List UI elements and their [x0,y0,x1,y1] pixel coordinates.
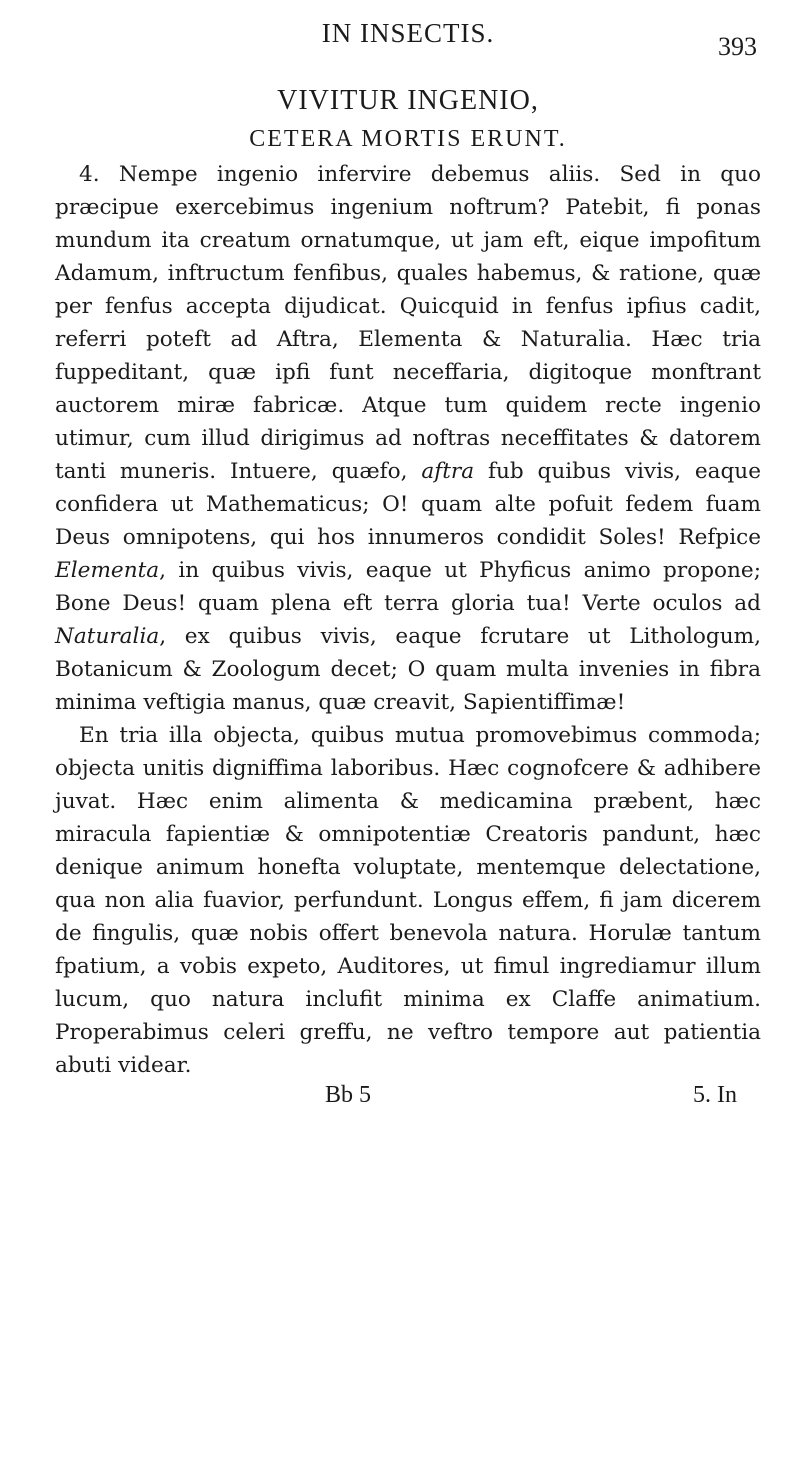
catchword: 5. In [693,1082,737,1108]
paragraph-1-part-1: 4. Nempe ingenio infervire debemus aliis. Sed in quo præcipue exercebimus ingenium noftrum? Patebit, fi ponas mundum ita creatum ornatumque, ut jam eft, eique impofitum Adamum, inftructum fenfibus, quales habemus, & ratione, quæ per fenfus accepta dijudicat. Quicquid in fenfus ipfius cadit, referri poteft ad Aftra, Elementa & Naturalia. Hæc tria fuppeditant, quæ ipfi funt neceffaria, digitoque monftrant auctorem miræ fabricæ. Atque tum quidem recte ingenio utimur, cum illud dirigimus ad noftras neceffitates & datorem tanti muneris. Intuere, quæfo, [55,162,761,484]
signature-mark: Bb 5 [325,1082,372,1108]
section-heading-line-1: VIVITUR INGENIO, [277,85,539,116]
body-text [55,158,761,1082]
book-page [55,18,761,1116]
page-number: 393 [718,32,757,61]
paragraph-1 [55,158,761,719]
section-heading-line-2: CETERA MORTIS ERUNT. [249,126,567,152]
italic-elementa: Elementa [55,558,160,583]
running-title: IN INSECTIS. [321,18,495,48]
paragraph-1-part-2: fub quibus vivis, eaque confidera ut Mathematicus; O! quam alte pofuit fedem fuam Deus omnipotens, qui hos innumeros condidit Soles! Refpice [55,459,761,550]
running-head [55,18,761,62]
paragraph-1-part-3: , in quibus vivis, eaque ut Phyficus animo propone; Bone Deus! quam plena eft terra gloria tua! Verte oculos ad [55,558,761,616]
page-footer [55,1082,761,1116]
italic-aftra: aftra [421,459,475,484]
paragraph-2: En tria illa objecta, quibus mutua promovebimus commoda; objecta unitis digniffima laboribus. Hæc cognofcere & adhibere juvat. Hæc enim alimenta & medicamina præbent, hæc miracula fapientiæ & omnipotentiæ Creatoris pandunt, hæc denique animum honefta voluptate, mentemque delectatione, qua non alia fuavior, perfundunt. Longus effem, fi jam dicerem de fingulis, quæ nobis offert benevola natura. Horulæ tantum fpatium, a vobis expeto, Auditores, ut fimul ingrediamur illum lucum, quo natura inclufit minima ex Claffe animatium. Properabimus celeri greffu, ne veftro tempore aut patientia abuti videar. [55,723,761,1078]
paragraph-1-part-4: , ex quibus vivis, eaque fcrutare ut Lithologum, Botanicum & Zoologum decet; O quam multa invenies in fibra minima veftigia manus, quæ creavit, Sapientiffimæ! [55,624,761,715]
italic-naturalia: Naturalia [55,624,160,649]
